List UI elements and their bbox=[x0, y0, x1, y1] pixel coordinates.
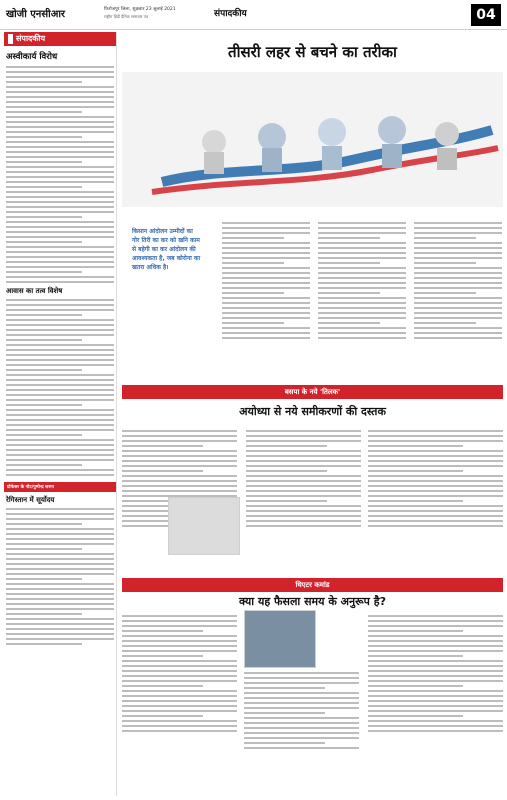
author-bar: प्रोफेसर के नोट/पुष्पेन्द्र सरमा bbox=[4, 482, 116, 492]
section-label: संपादकीय bbox=[16, 34, 46, 43]
bottom-col-2 bbox=[244, 672, 359, 752]
main-article bbox=[122, 32, 503, 271]
left-bottom-body bbox=[6, 508, 114, 645]
left-column-section-head bbox=[4, 32, 116, 46]
date-line: फिरोजपुर जिला, शुक्रवार 23 जुलाई 2021 bbox=[104, 7, 176, 12]
bottom-col-1 bbox=[122, 615, 237, 735]
masthead bbox=[0, 0, 507, 30]
bottom-headline: क्या यह फैसला समय के अनुरूप है? bbox=[239, 595, 386, 608]
section-bar-bottom: थिएटर कमांड bbox=[122, 578, 503, 592]
page-number: 04 bbox=[471, 4, 501, 26]
section-tab: संपादकीय bbox=[214, 9, 247, 19]
left-article-body bbox=[6, 66, 114, 283]
main-headline: तीसरी लहर से बचने का तरीका bbox=[228, 43, 397, 61]
middle-col-3 bbox=[368, 430, 503, 530]
section-bar-middle: बसपा के नये 'तिलक' bbox=[122, 385, 503, 399]
hero-illustration bbox=[122, 72, 503, 207]
left-column bbox=[4, 32, 117, 796]
pull-quote: किसान आंदोलन उम्मीदों का गोर तिरी का कर को खनि काम से बहेगी का कर आंदोलन की आवश्यकता है, जब कोरोना का खतरा अधिक है। bbox=[132, 228, 200, 271]
bottom-photo bbox=[244, 610, 316, 668]
badge-icon bbox=[8, 34, 13, 44]
left-subhead-2: रेगिस्तान में सूर्योदय bbox=[6, 496, 55, 504]
hero-svg bbox=[122, 72, 503, 207]
left-article-title: अस्वीकार्य विरोध bbox=[6, 52, 58, 62]
left-subsection-body bbox=[6, 299, 114, 476]
middle-headline: अयोध्या से नये समीकरणों की दस्तक bbox=[239, 405, 386, 418]
left-subhead: आवास का तत्व विशेष bbox=[6, 287, 63, 295]
middle-col-2 bbox=[246, 430, 361, 530]
middle-photo bbox=[168, 497, 240, 555]
brand-name: खोजी एनसीआर bbox=[6, 9, 66, 20]
sub-line: राष्ट्रीय हिंदी दैनिक समाचार पत्र bbox=[104, 14, 149, 19]
bottom-col-3 bbox=[368, 615, 503, 735]
